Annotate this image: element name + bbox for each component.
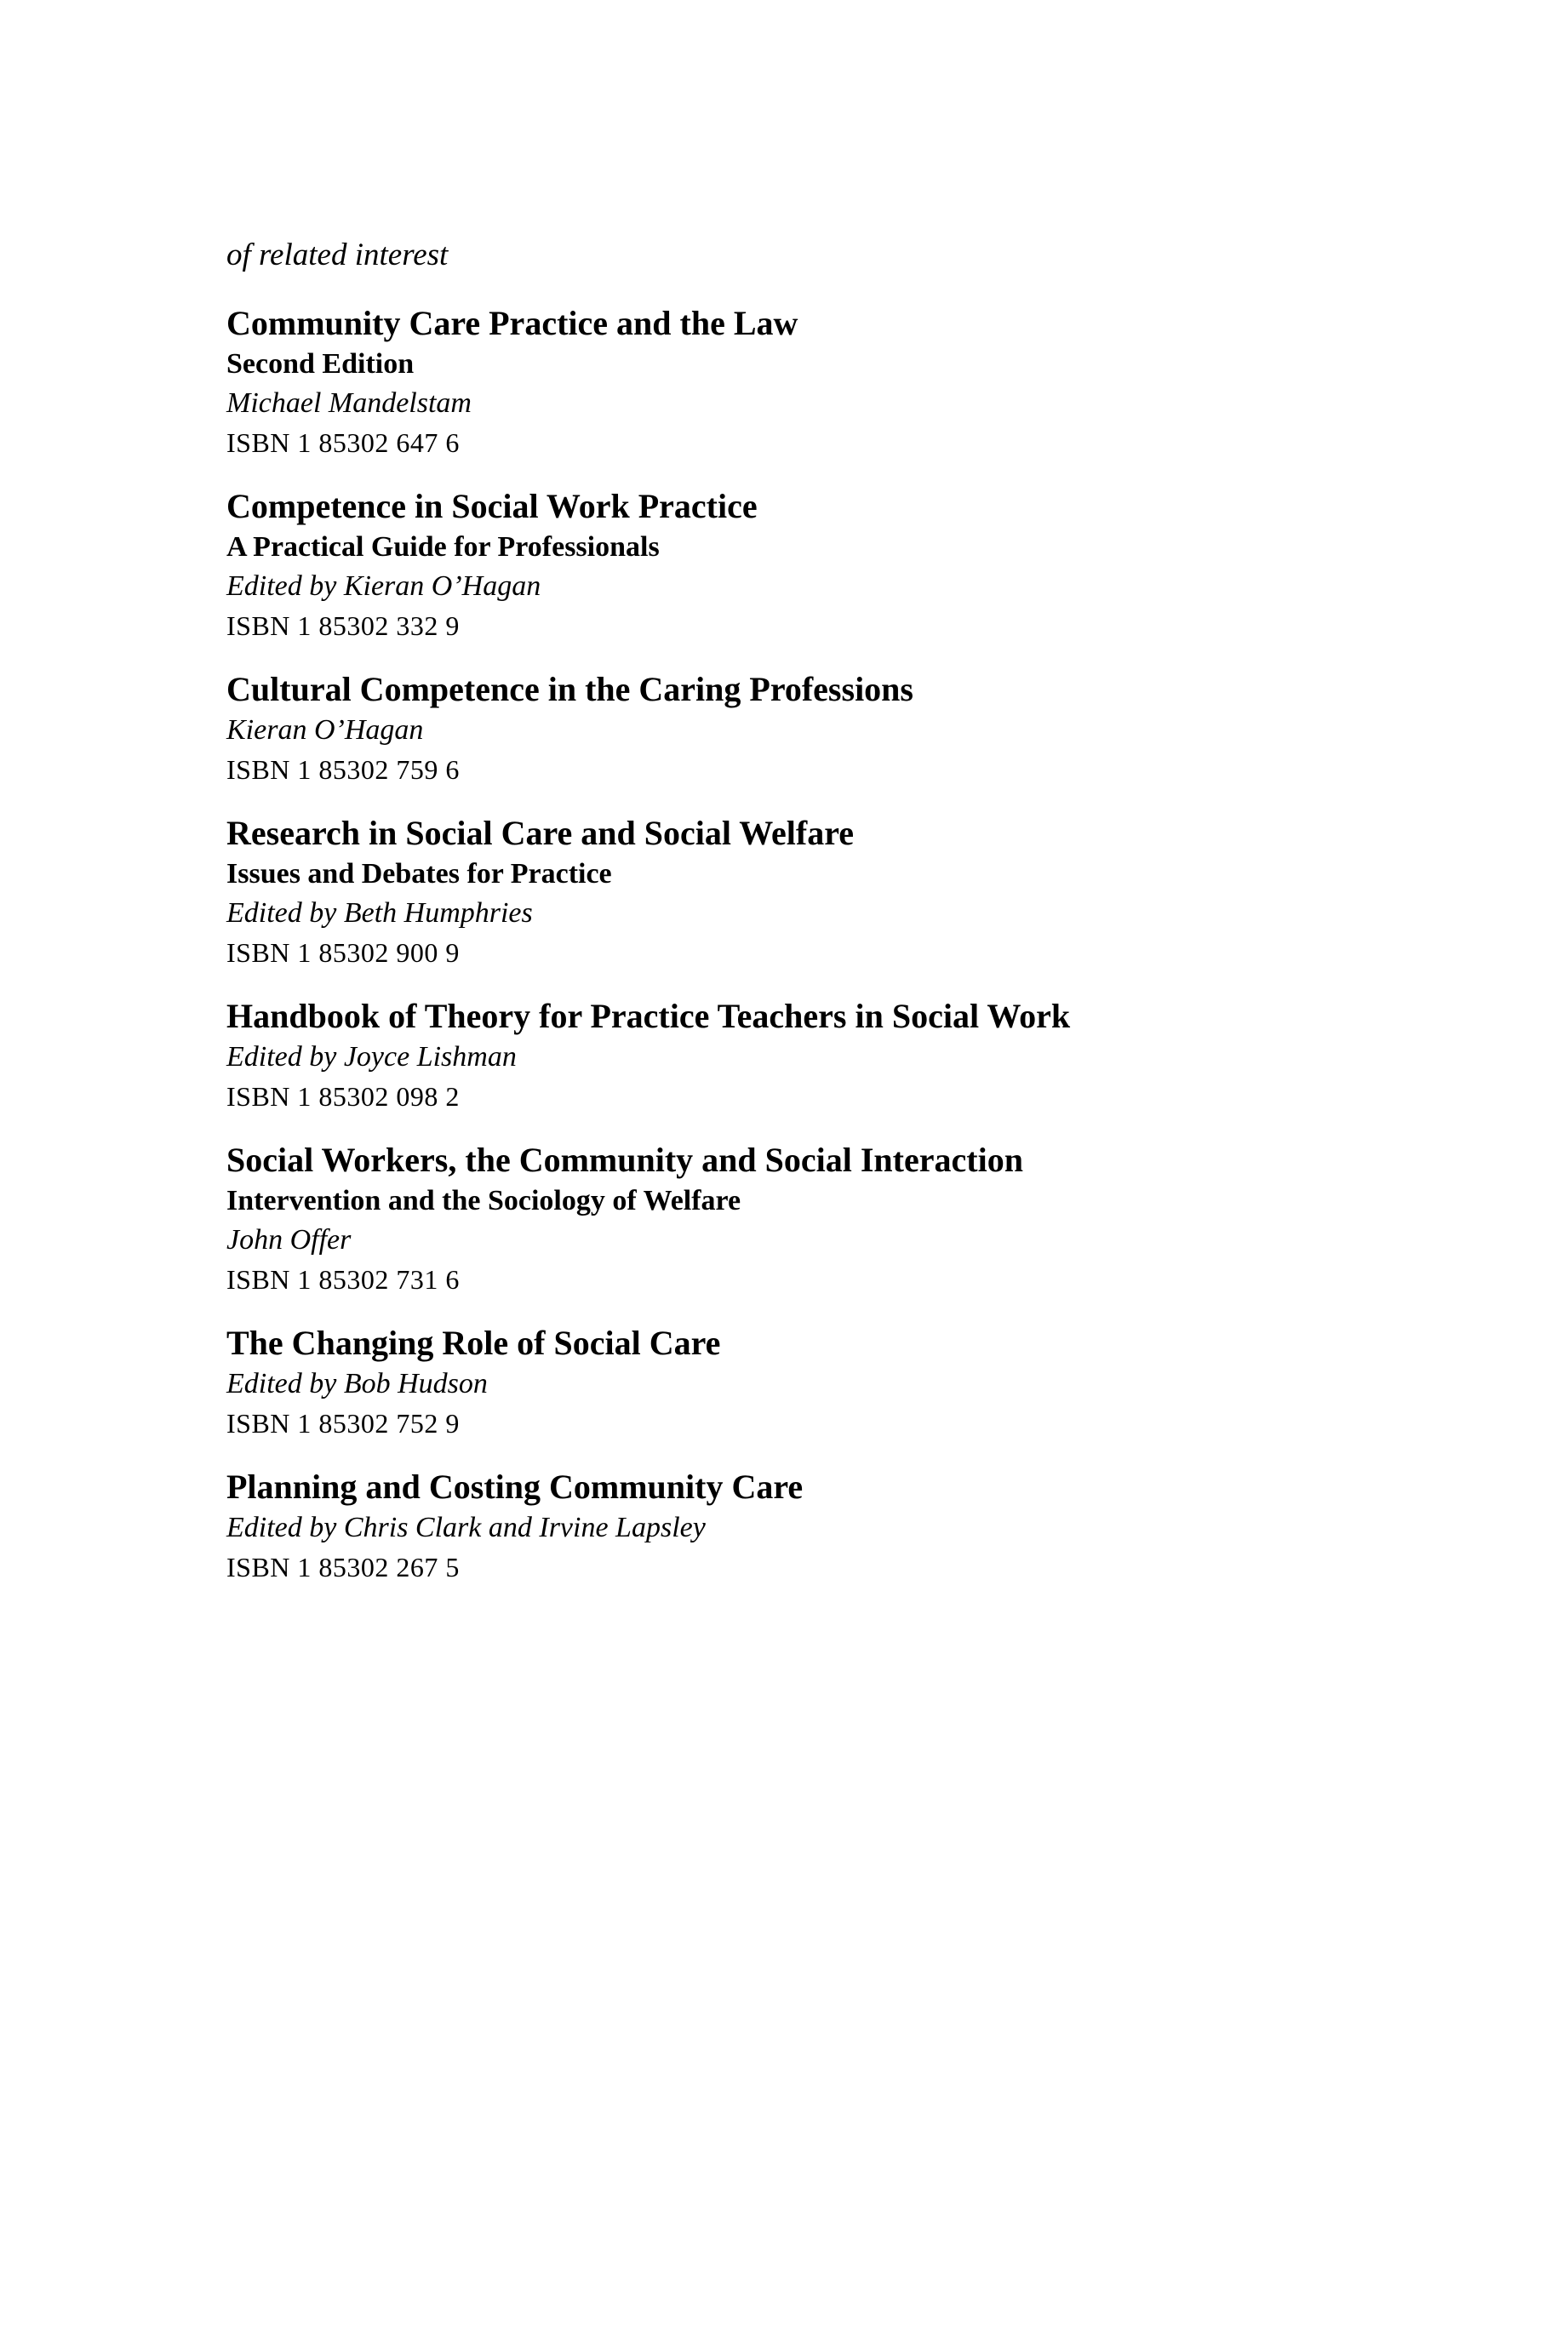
book-entry <box>226 302 1503 462</box>
book-subtitle: Second Edition <box>226 348 415 380</box>
book-entry <box>226 485 1503 645</box>
book-author: Edited by Bob Hudson <box>226 1368 488 1399</box>
book-isbn: ISBN 1 85302 759 6 <box>226 754 460 785</box>
book-author: Edited by Kieran O’Hagan <box>226 570 541 602</box>
book-isbn: ISBN 1 85302 647 6 <box>226 427 460 458</box>
book-title: Cultural Competence in the Caring Professions <box>226 670 913 708</box>
book-isbn: ISBN 1 85302 900 9 <box>226 937 460 968</box>
book-author: Kieran O’Hagan <box>226 714 424 746</box>
book-title: Community Care Practice and the Law <box>226 304 798 342</box>
book-author: Michael Mandelstam <box>226 387 472 419</box>
book-author: Edited by Beth Humphries <box>226 897 533 929</box>
book-title: Planning and Costing Community Care <box>226 1468 804 1506</box>
book-subtitle: A Practical Guide for Professionals <box>226 531 660 563</box>
book-title: The Changing Role of Social Care <box>226 1324 721 1362</box>
book-author: John Offer <box>226 1224 352 1256</box>
book-isbn: ISBN 1 85302 731 6 <box>226 1264 460 1295</box>
book-title: Handbook of Theory for Practice Teachers in Social Work <box>226 997 1071 1035</box>
book-entry <box>226 668 1503 789</box>
book-isbn: ISBN 1 85302 332 9 <box>226 610 460 641</box>
book-author: Edited by Joyce Lishman <box>226 1041 517 1073</box>
book-isbn: ISBN 1 85302 098 2 <box>226 1081 460 1112</box>
book-entry <box>226 995 1503 1116</box>
book-isbn: ISBN 1 85302 267 5 <box>226 1552 460 1582</box>
book-subtitle: Issues and Debates for Practice <box>226 858 612 890</box>
book-entry <box>226 1466 1503 1587</box>
book-isbn: ISBN 1 85302 752 9 <box>226 1408 460 1439</box>
book-entry <box>226 1322 1503 1443</box>
section-label: of related interest <box>226 237 449 272</box>
book-title: Research in Social Care and Social Welfare <box>226 814 855 852</box>
book-title: Competence in Social Work Practice <box>226 487 758 525</box>
book-subtitle: Intervention and the Sociology of Welfare <box>226 1185 741 1216</box>
book-title: Social Workers, the Community and Social Interaction <box>226 1141 1023 1179</box>
book-entry <box>226 812 1503 972</box>
page-content <box>226 234 1503 1610</box>
book-author: Edited by Chris Clark and Irvine Lapsley <box>226 1512 706 1543</box>
book-entry <box>226 1139 1503 1299</box>
